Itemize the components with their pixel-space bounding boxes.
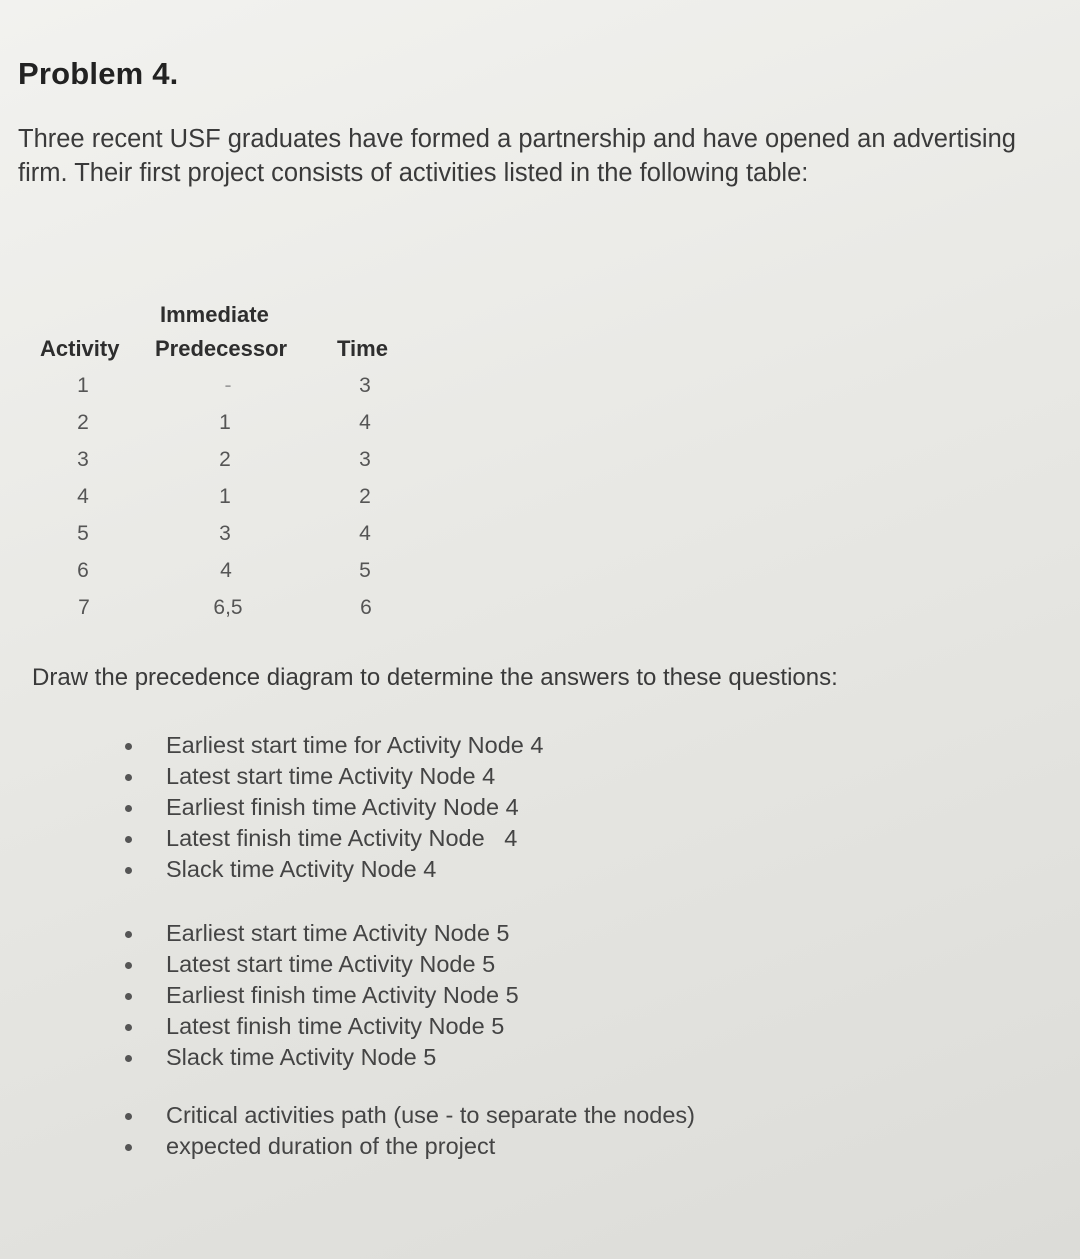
question-item: Latest finish time Activity Node 5 (120, 1011, 519, 1042)
question-item: Earliest finish time Activity Node 4 (120, 792, 543, 823)
header-time: Time (337, 336, 388, 361)
question-item: Earliest start time Activity Node 5 (120, 918, 519, 949)
question-list-project (120, 1100, 695, 1162)
cell-activity: 6 (77, 559, 89, 582)
cell-activity: 1 (77, 374, 89, 397)
cell-predecessor: 1 (219, 485, 231, 508)
cell-time: 3 (359, 374, 371, 397)
cell-time: 4 (359, 522, 371, 545)
cell-predecessor: 4 (220, 559, 232, 582)
cell-activity: 3 (77, 448, 89, 471)
question-item: Latest start time Activity Node 5 (120, 949, 519, 980)
question-item: Earliest start time for Activity Node 4 (120, 730, 543, 761)
question-item: Slack time Activity Node 5 (120, 1042, 519, 1073)
question-item: Critical activities path (use - to separate the nodes) (120, 1100, 695, 1131)
header-predecessor-line-1: Immediate (160, 302, 269, 327)
cell-time: 3 (359, 448, 371, 471)
cell-predecessor: - (224, 374, 232, 397)
cell-activity: 7 (78, 596, 90, 619)
cell-activity: 4 (77, 485, 89, 508)
intro-line-1: Three recent USF graduates have formed a partnership and have opened an advertising (18, 125, 1016, 153)
header-activity: Activity (40, 336, 120, 361)
cell-time: 6 (360, 596, 372, 619)
intro-line-2: firm. Their first project consists of activities listed in the following table: (18, 159, 809, 187)
cell-predecessor: 3 (219, 522, 231, 545)
question-item: Latest start time Activity Node 4 (120, 761, 543, 792)
question-item: Latest finish time Activity Node 4 (120, 823, 543, 854)
cell-activity: 2 (77, 411, 89, 434)
question-item: Slack time Activity Node 4 (120, 854, 543, 885)
question-item: expected duration of the project (120, 1131, 695, 1162)
cell-activity: 5 (77, 522, 89, 545)
cell-predecessor: 6,5 (213, 596, 243, 619)
cell-predecessor: 1 (219, 411, 231, 434)
cell-predecessor: 2 (219, 448, 231, 471)
cell-time: 4 (359, 411, 371, 434)
cell-time: 5 (359, 559, 371, 582)
problem-title: Problem 4. (18, 56, 179, 91)
header-predecessor-line-2: Predecessor (155, 336, 288, 361)
cell-time: 2 (359, 485, 371, 508)
question-list-node-4 (120, 730, 543, 885)
instruction-text: Draw the precedence diagram to determine the answers to these questions: (32, 664, 838, 691)
question-list-node-5 (120, 918, 519, 1073)
question-item: Earliest finish time Activity Node 5 (120, 980, 519, 1011)
problem-intro (18, 122, 1078, 190)
activity-table (30, 298, 410, 628)
